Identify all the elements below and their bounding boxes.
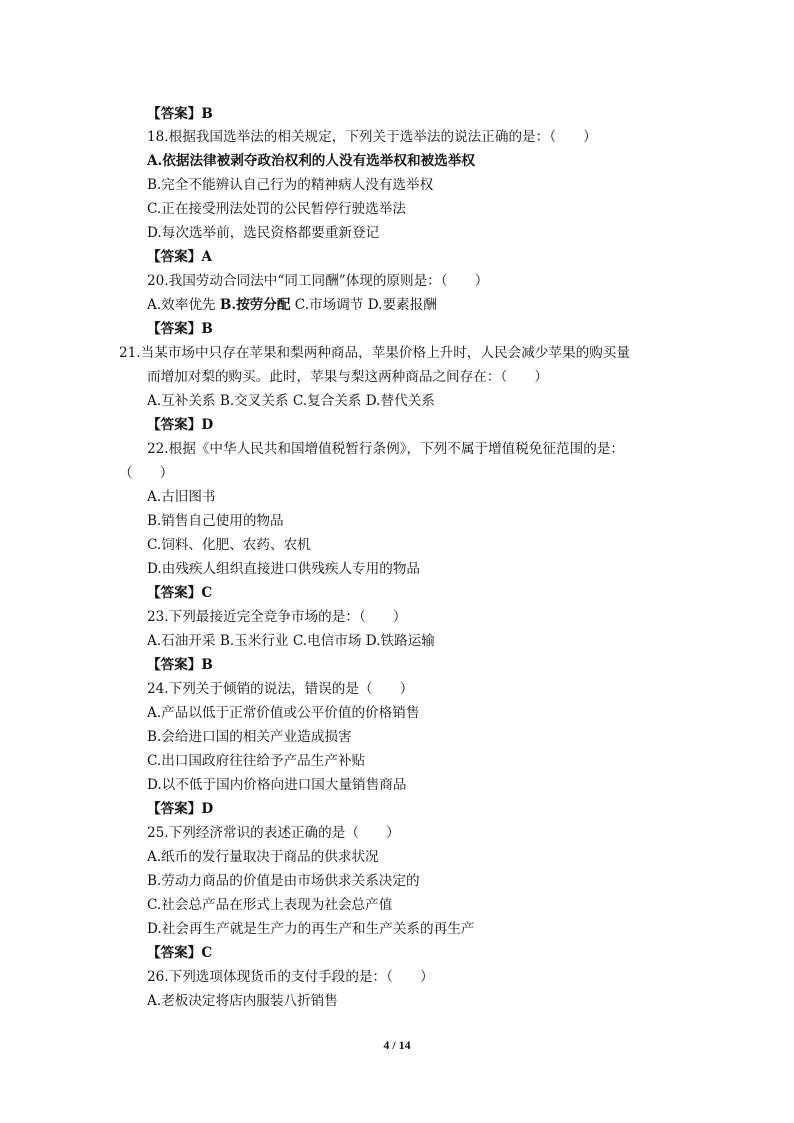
answer-line: 【答案】D [147, 801, 214, 817]
answer-line: 【答案】C [147, 585, 213, 601]
text-line: 21.当某市场中只存在苹果和梨两种商品，苹果价格上升时，人民会减少苹果的购买量 [119, 345, 630, 361]
text-line: C.正在接受刑法处罚的公民暂停行驶选举法 [147, 201, 406, 217]
text-line: 18.根据我国选举法的相关规定，下列关于选举法的说法正确的是：（ ） [147, 129, 597, 145]
text-line: D.社会再生产就是生产力的再生产和生产关系的再生产 [147, 921, 475, 937]
text-line: D.每次选举前，选民资格都要重新登记 [147, 225, 380, 241]
text-line: 25.下列经济常识的表述正确的是（ ） [147, 825, 400, 841]
text-line: C.出口国政府往往给予产品生产补贴 [147, 753, 366, 769]
answer-line: 【答案】A [147, 249, 212, 265]
page-number: 4 / 14 [383, 1038, 411, 1052]
text-line: A.依据法律被剥夺政治权利的人没有选举权和被选举权 [147, 153, 475, 169]
text-segment: A.效率优先 [147, 297, 220, 313]
text-line: A.产品以低于正常价值或公平价值的价格销售 [147, 705, 420, 721]
text-line: B.销售自己使用的物品 [147, 513, 284, 529]
text-line [147, 295, 437, 315]
text-line: A.互补关系 B.交叉关系 C.复合关系 D.替代关系 [147, 393, 435, 409]
text-line: B.劳动力商品的价值是由市场供求关系决定的 [147, 873, 420, 889]
text-line: 26.下列选项体现货币的支付手段的是：（ ） [147, 969, 434, 985]
text-line: D.由残疾人组织直接进口供残疾人专用的物品 [147, 561, 421, 577]
text-line: 20.我国劳动合同法中“同工同酬”体现的原则是：（ ） [147, 273, 489, 289]
text-line: 22.根据《中华人民共和国增值税暂行条例》，下列不属于增值税免征范围的是： [147, 441, 625, 457]
text-line: A.老板决定将店内服装八折销售 [147, 993, 338, 1009]
answer-line: 【答案】D [147, 417, 214, 433]
text-line: A.纸币的发行量取决于商品的供求状况 [147, 849, 379, 865]
text-line: 24.下列关于倾销的说法，错误的是（ ） [147, 681, 414, 697]
answer-line: 【答案】B [147, 106, 213, 122]
answer-line: 【答案】C [147, 945, 213, 961]
text-line: B.完全不能辨认自己行为的精神病人没有选举权 [147, 177, 434, 193]
answer-line: 【答案】B [147, 321, 213, 337]
text-line: （ ） [119, 465, 174, 481]
text-line: A.石油开采 B.玉米行业 C.电信市场 D.铁路运输 [147, 633, 435, 649]
text-line: C.饲料、化肥、农药、农机 [147, 537, 311, 553]
text-line: 而增加对梨的购买。此时，苹果与梨这两种商品之间存在：（ ） [147, 369, 549, 385]
text-line: 23.下列最接近完全竞争市场的是：（ ） [147, 609, 407, 625]
answer-line: 【答案】B [147, 657, 213, 673]
text-segment: B.按劳分配 [219, 297, 291, 313]
text-line: C.社会总产品在形式上表现为社会总产值 [147, 897, 393, 913]
text-line: D.以不低于国内价格向进口国大量销售商品 [147, 777, 407, 793]
text-segment: C.市场调节 D.要素报酬 [290, 297, 437, 313]
text-line: B.会给进口国的相关产业造成损害 [147, 729, 352, 745]
text-line: A.古旧图书 [147, 489, 216, 505]
